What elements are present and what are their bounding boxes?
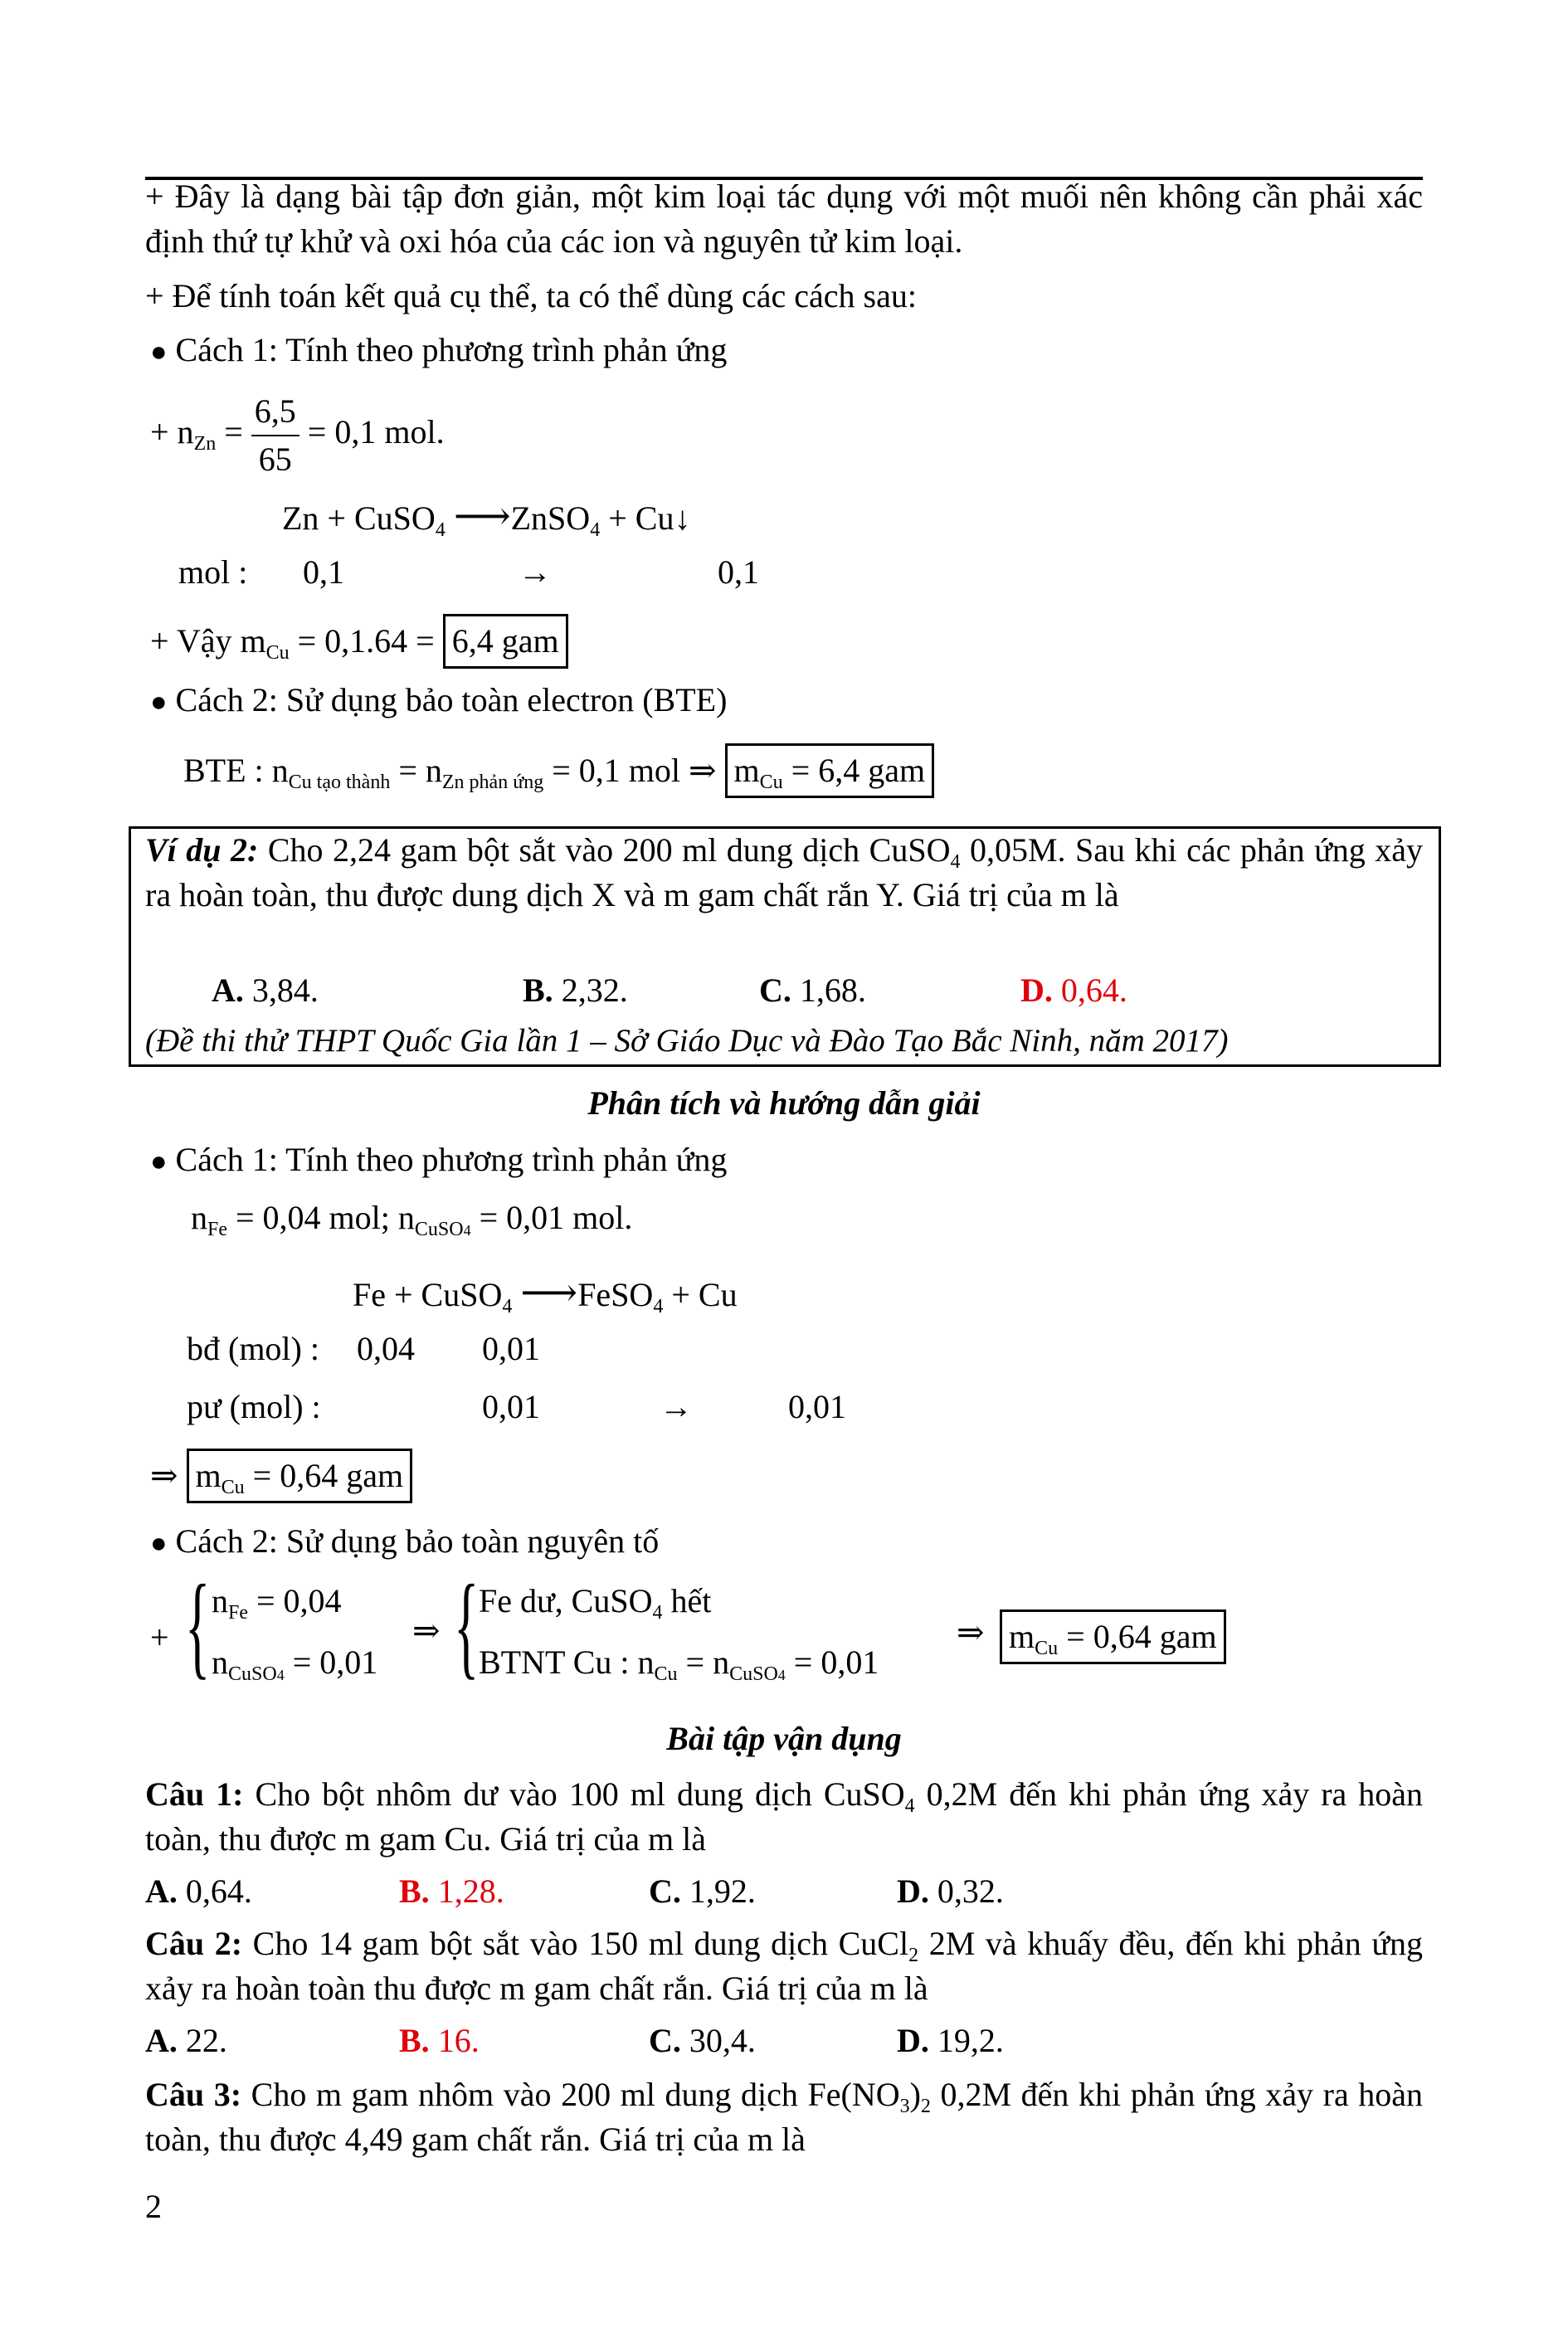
option-c: C. 1,68. xyxy=(759,971,866,1009)
result-line-1: Fe dư, CuSO$_4$ hết xyxy=(479,1582,712,1624)
system-line-1: $n_{Fe} = 0,04$ xyxy=(212,1582,342,1624)
document-page xyxy=(145,0,1423,2352)
bullet-icon: ● xyxy=(150,1147,168,1177)
reaction-equation-fe: Fe + CuSO$_4$ ⟶FeSO$_4$ + Cu xyxy=(353,1271,738,1317)
question-3: Câu 3: Cho m gam nhôm vào 200 ml dung dịch $Fe(NO_3)_2$ 0,2M đến khi phản ứng xảy ra hoàn toàn, thu được 4,49 gam chất rắn. Giá trị của m là xyxy=(145,2076,1424,2158)
q1-option-a: A. 0,64. xyxy=(145,1872,252,1910)
reacted-cuso4: 0,01 xyxy=(482,1388,540,1425)
question-2: Câu 2: Cho 14 gam bột sắt vào 150 ml dung dịch CuCl$_2$ 2M và khuấy đều, đến khi phản ứng xảy ra hoàn toàn thu được m gam chất rắn. Giá trị của m là xyxy=(145,1925,1424,2007)
method2-result xyxy=(1000,1609,1226,1664)
bullet-icon: ● xyxy=(150,1528,168,1559)
left-brace-icon: { xyxy=(454,1561,480,1690)
answer-box: $m_{Cu} = 0,64$ gam xyxy=(1000,1609,1226,1664)
mass-cu-result: + Vậy $m_{Cu} = 0,1.64 = 6,4$ gam xyxy=(150,614,568,669)
answer-box: $m_{Cu} = 0,64$ gam xyxy=(187,1449,413,1503)
method2-title: ● Cách 2: Sử dụng bảo toàn electron (BTE) xyxy=(150,681,728,718)
exercises-heading: Bài tập vận dụng xyxy=(666,1720,902,1757)
analysis-method1-title: ● Cách 1: Tính theo phương trình phản ứng xyxy=(150,1141,728,1178)
q1-option-c: C. 1,92. xyxy=(649,1872,756,1910)
bullet-icon: ● xyxy=(150,337,168,368)
q2-option-d: D. 19,2. xyxy=(897,2022,1004,2059)
option-d-correct: D. 0,64. xyxy=(1020,971,1127,1009)
result-line-2: BTNT Cu : $n_{Cu} = n_{CuSO4} = 0,01$ xyxy=(479,1643,879,1685)
nzn-equation: + $n_{Zn}$ = $\frac{6,5}{65}$ = 0,1 mol. xyxy=(150,388,445,483)
reaction-equation-zn: Zn + CuSO$_4$ ⟶ZnSO$_4$ + Cu↓ xyxy=(282,494,691,541)
q2-option-b-correct: B. 16. xyxy=(399,2022,480,2059)
method1-title: ● Cách 1: Tính theo phương trình phản ứng xyxy=(150,331,728,368)
fraction: $\frac{6,5}{65}$ xyxy=(251,388,299,483)
plus-sign: + xyxy=(150,1619,169,1656)
bte-line: BTE : $n_{Cu tạo thành} = n_{Zn phản ứng} = 0,1$ mol ⇒ $m_{Cu} = 6,4$ gam xyxy=(183,743,934,798)
initial-cuso4: 0,01 xyxy=(482,1330,540,1367)
intro-paragraph: + Đây là dạng bài tập đơn giản, một kim loại tác dụng với một muối nên không cần phải xác định thứ tự khử và oxi hóa của các ion và nguyên tử kim loại. xyxy=(145,178,1423,260)
initial-fe: 0,04 xyxy=(357,1330,415,1367)
mol-value-1: 0,1 xyxy=(303,553,344,591)
q2-option-a: A. 22. xyxy=(145,2022,227,2059)
intro-line-2: + Để tính toán kết quả cụ thể, ta có thể dùng các cách sau: xyxy=(145,277,917,314)
page-number: 2 xyxy=(145,2188,162,2225)
answer-box: $m_{Cu} = 6,4$ gam xyxy=(725,743,935,798)
option-b: B. 2,32. xyxy=(523,971,628,1009)
q1-option-d: D. 0,32. xyxy=(897,1872,1004,1910)
reacted-cu: 0,01 xyxy=(788,1388,846,1425)
moles-line: $n_{Fe} = 0,04$ mol; $n_{CuSO4} = 0,01$ mol. xyxy=(191,1199,633,1240)
q1-option-b-correct: B. 1,28. xyxy=(399,1872,504,1910)
mol-label: mol : xyxy=(178,553,248,591)
mol-value-2: 0,1 xyxy=(718,553,759,591)
reacted-label: pư (mol) : xyxy=(187,1388,321,1425)
q2-option-c: C. 30,4. xyxy=(649,2022,756,2059)
reacted-arrow: → xyxy=(660,1388,693,1425)
implies-2: ⇒ xyxy=(957,1614,985,1651)
left-brace-icon: { xyxy=(185,1561,211,1690)
analysis-method2-title: ● Cách 2: Sử dụng bảo toàn nguyên tố xyxy=(150,1522,660,1560)
method1-result: ⇒ $m_{Cu} = 0,64$ gam xyxy=(150,1449,412,1503)
bullet-icon: ● xyxy=(150,687,168,718)
question-1: Câu 1: Cho bột nhôm dư vào 100 ml dung dịch CuSO$_4$ 0,2M đến khi phản ứng xảy ra hoàn toàn, thu được m gam Cu. Giá trị của m là xyxy=(145,1775,1424,1858)
initial-label: bđ (mol) : xyxy=(187,1330,319,1367)
analysis-heading: Phân tích và hướng dẫn giải xyxy=(587,1084,981,1122)
example-2-source: (Đề thi thử THPT Quốc Gia lần 1 – Sở Giáo Dục và Đào Tạo Bắc Ninh, năm 2017) xyxy=(145,1023,1229,1059)
mol-arrow: → xyxy=(519,553,552,591)
implies-1: ⇒ xyxy=(412,1612,441,1649)
option-a: A. 3,84. xyxy=(212,971,319,1009)
answer-box: 6,4 gam xyxy=(443,614,568,669)
system-line-2: $n_{CuSO4} = 0,01$ xyxy=(212,1643,378,1685)
example-2-text: Ví dụ 2: Cho 2,24 gam bột sắt vào 200 ml dung dịch CuSO$_4$ 0,05M. Sau khi các phản ứng xảy ra hoàn toàn, thu được dung dịch X và m gam chất rắn Y. Giá trị của m là xyxy=(145,831,1424,913)
